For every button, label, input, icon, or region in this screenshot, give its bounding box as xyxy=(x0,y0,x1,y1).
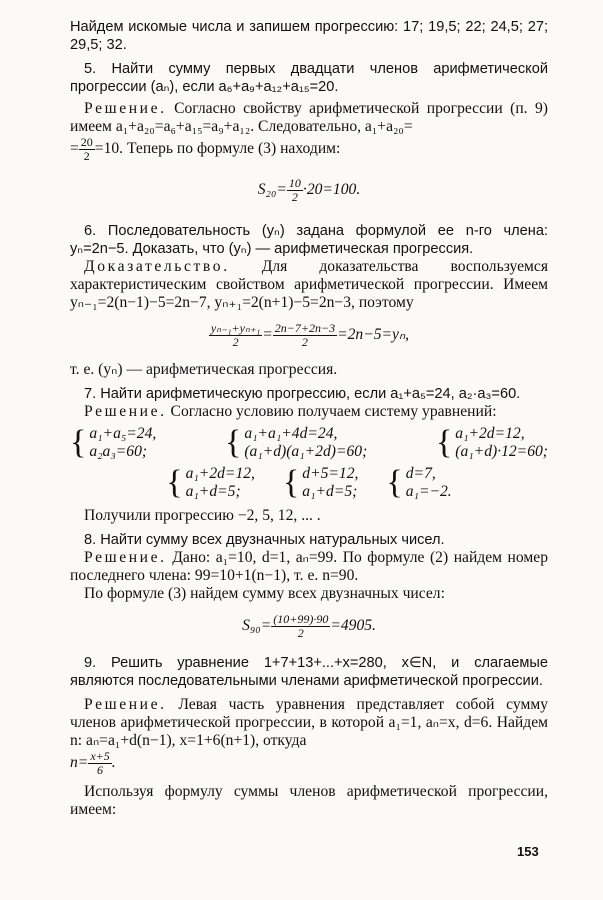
fraction-denominator: 2 xyxy=(232,335,239,349)
fraction xyxy=(273,322,337,349)
equation-system xyxy=(225,425,367,461)
problem-8-statement: 8. Найти сумму всех двузначных натуральных чисел. xyxy=(84,532,445,548)
formula-characteristic-right: =2n−5=yₙ, xyxy=(337,326,410,344)
fraction-denominator: 2 xyxy=(297,626,304,640)
fraction xyxy=(287,177,303,204)
problem-8-solution-text: Дано: a₁=10, d=1, aₙ=99. По формуле (2) найдем номер последнего члена: 99=10+1(n−1), т. е. n=90. xyxy=(70,549,548,584)
fraction-denominator: 2 xyxy=(291,190,298,204)
fraction-numerator: x+5 xyxy=(90,749,110,763)
equation-line: (a₁+d)·12=60; xyxy=(455,443,548,460)
fraction xyxy=(209,322,262,349)
equation-system xyxy=(70,425,156,461)
equation-systems-row-2 xyxy=(70,465,548,501)
problem-6-statement: 6. Последовательность (yₙ) задана формулой ее n-го члена: yₙ=2n−5. Доказать, что (yₙ) — арифметическая прогрессия. xyxy=(70,223,548,257)
equation-system xyxy=(436,425,548,461)
equation-line: a₁+2d=12, xyxy=(185,465,255,482)
problem-7-answer: Получили прогрессию −2, 5, 12, ... . xyxy=(84,507,321,524)
problem-5-statement: 5. Найти сумму первых двадцати членов арифметической прогрессии (aₙ), если a₆+a₉+a₁₂+a₁₅=20. xyxy=(70,61,548,95)
brace-icon: { xyxy=(435,424,453,461)
fraction xyxy=(271,613,330,640)
problem-5-solution-cont: = $\frac{20}{2}$ =10. Теперь по формуле (3) находим: xyxy=(70,135,341,163)
equation-line: a₁+d=5; xyxy=(302,483,358,500)
solution-label: Решение. xyxy=(84,403,167,420)
problem-7-solution xyxy=(70,403,548,421)
problem-5-solution xyxy=(70,100,548,136)
fraction-numerator: 20 xyxy=(80,135,93,149)
equation-system xyxy=(166,465,255,501)
fraction-denominator: 6 xyxy=(97,763,104,777)
equation-system xyxy=(283,465,358,501)
equation-line: a₁+d=5; xyxy=(185,483,241,500)
problem-9-solution-text: Левая часть уравнения представляет собой сумму членов арифметической прогрессии, в которой a₁=1, aₙ=x, d=6. Найдем n: aₙ=a₁+d(n−1), x=1+6(n+1), откуда xyxy=(70,696,548,749)
equation-line: a₁+a₁+4d=24, xyxy=(244,425,338,442)
problem-5-solution-tail: =10. Теперь по формуле (3) находим: xyxy=(94,140,341,158)
formula-s20 xyxy=(70,177,548,204)
equation-systems-row-1 xyxy=(70,425,548,461)
proof-label: Доказательство. xyxy=(84,258,230,275)
equation-line: a₁=−2. xyxy=(405,483,452,500)
problem-5-solution-text: Согласно свойству арифметической прогрессии (п. 9) имеем a₁+a₂₀=a₆+a₁₅=a₉+a₁₂. Следовательно, a₁+a₂₀= xyxy=(70,100,548,135)
page-body xyxy=(70,18,548,819)
formula-s20-left: S₂₀= xyxy=(257,181,287,199)
brace-icon: { xyxy=(282,464,300,501)
n-formula-left: n= xyxy=(70,754,89,772)
brace-icon: { xyxy=(166,464,183,501)
fraction xyxy=(88,750,111,777)
problem-7-statement: 7. Найти арифметическую прогрессию, если a₁+a₅=24, a₂·a₃=60. xyxy=(84,386,521,402)
fraction-numerator: 10 xyxy=(288,176,301,190)
solution-label: Решение. xyxy=(84,696,167,713)
problem-9-n-formula xyxy=(70,750,548,777)
equation-line: d=7, xyxy=(405,465,436,482)
equation-line: (a₁+d)(a₁+2d)=60; xyxy=(244,443,368,460)
fraction-numerator: 2n−7+2n−3 xyxy=(274,321,336,335)
problem-6-proof-text: Для доказательства воспользуемся характеристическим свойством арифметической прогрессии. Имеем yₙ₋₁=2(n−1)−5=2n−7, yₙ₊₁=2(n+1)−5=2n−3, поэтому xyxy=(70,258,548,311)
equation-line: a₁+2d=12, xyxy=(455,425,525,442)
formula-s20-right: ·20=100. xyxy=(302,181,361,199)
n-formula-right: . xyxy=(111,754,116,772)
equation-system xyxy=(386,465,451,501)
problem-6-proof xyxy=(70,258,548,312)
fraction-denominator: 2 xyxy=(83,149,90,163)
equation-line: a₂a₃=60; xyxy=(89,443,148,460)
problem-8-solution xyxy=(70,549,548,585)
brace-icon: { xyxy=(70,424,87,461)
formula-characteristic: $\frac{\text{yₙ₋₁+yₙ₊₁}}{2}$ = $\frac{2n-7+2n-3}{2}$ =2n−5=yₙ, xyxy=(210,321,410,349)
equation-line: d+5=12, xyxy=(302,465,359,482)
fraction-denominator: 2 xyxy=(301,335,308,349)
problem-6-conclusion: т. е. (yₙ) — арифметическая прогрессия. xyxy=(70,361,338,378)
fraction xyxy=(79,136,95,163)
formula-s90-right: =4905. xyxy=(330,617,376,635)
formula-s90-left: S₉₀= xyxy=(242,617,272,635)
solution-label: Решение. xyxy=(84,549,167,566)
problem-7-solution-text: Согласно условию получаем систему уравнений: xyxy=(170,403,497,420)
paragraph-answer-progression: Найдем искомые числа и запишем прогрессию: 17; 19,5; 22; 24,5; 27; 29,5; 32. xyxy=(70,19,548,53)
page-number: 153 xyxy=(517,844,539,859)
problem-8-sum-text: По формуле (3) найдем сумму всех двузначных чисел: xyxy=(84,585,445,602)
fraction-numerator: yₙ₋₁+yₙ₊₁ xyxy=(210,321,261,335)
equation-line: a₁+a₅=24, xyxy=(89,425,157,442)
brace-icon: { xyxy=(224,424,242,461)
solution-label: Решение. xyxy=(84,100,167,117)
fraction-numerator: (10+99)·90 xyxy=(273,612,329,626)
problem-9-statement: 9. Решить уравнение 1+7+13+...+x=280, x∈N, и слагаемые являются последовательными членами арифметической прогрессии. xyxy=(70,655,548,689)
problem-9-solution xyxy=(70,696,548,750)
problem-9-sum-text: Используя формулу суммы членов арифметической прогрессии, имеем: xyxy=(70,783,548,818)
brace-icon: { xyxy=(386,464,403,501)
formula-s90 xyxy=(70,613,548,640)
